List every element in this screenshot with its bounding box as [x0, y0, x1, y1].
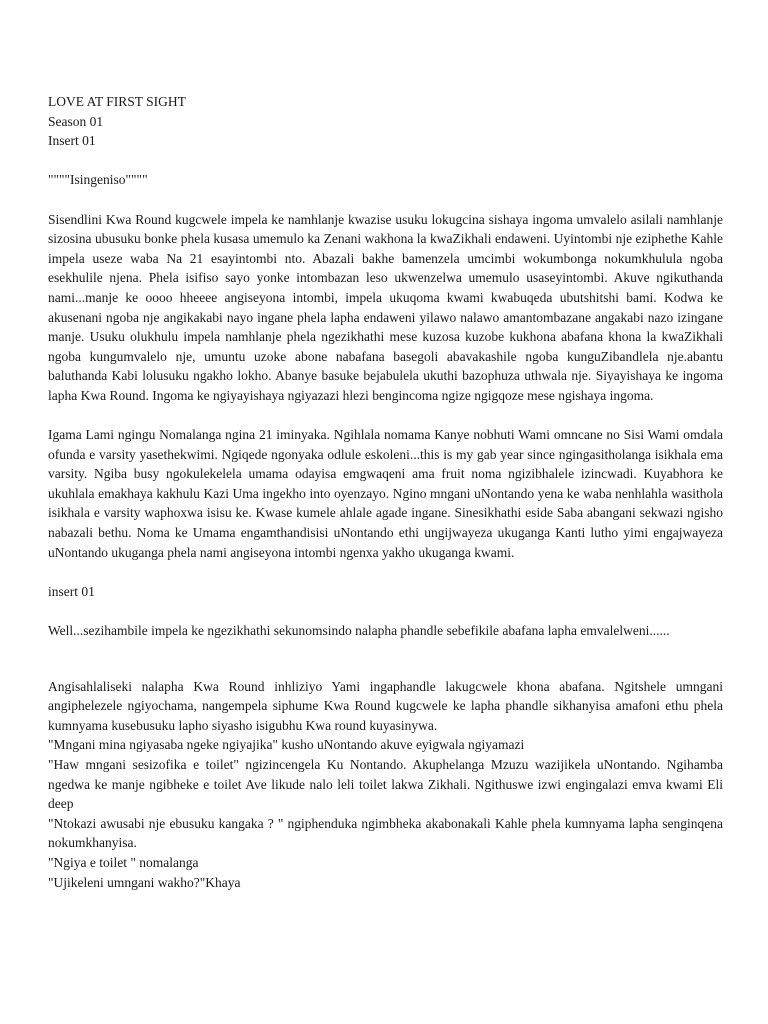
spacer — [48, 641, 723, 677]
insert-label: Insert 01 — [48, 133, 96, 149]
spacer — [48, 406, 723, 426]
document-page — [48, 92, 723, 892]
story-paragraph: Igama Lami ngingu Nomalanga ngina 21 iminyaka. Ngihlala nomama Kanye nobhuti Wami omncane no Sisi Wami omdala ofunda e varsity yasethekwimi. Ngiqede ngonyaka odlule eskoleni...this is my gab year since ngingasitholanga isikhala ema varsity. Ngiba busy ngokulekelela umama odayisa emgwaqeni ama fruit noma ngizibhalele izincwadi. Kuyabhora ke ukuhlala emakhaya kakhulu Kazi Uma ingekho into oyenzayo. Ngino mngani uNontando yena ke waba nenhlahla wasithola isikhala e varsity waphoxwa isisu ke. Kwase kumele ahlale agade ingane. Sinesikhathi eside Saba abangani sekwazi ngisho nabazali bethu. Noma ke Umama engamthandisisi uNontando ethi ungijwayeza ukuganga Kanti lutho yimi engajwayeza uNontando ukuganga phela nami angiseyona intombi ngenxa yakho ukuganga kwami. — [48, 427, 723, 560]
intro-heading: """"Isingeniso"""" — [48, 172, 148, 188]
spacer — [48, 151, 723, 171]
insert-opening-line: Well...sezihambile impela ke ngezikhathi sekunomsindo nalapha phandle sebefikile abafana lapha emvalelweni...... — [48, 623, 670, 639]
dialogue-line: "Mngani mina ngiyasaba ngeke ngiyajika" kusho uNontando akuve eyigwala ngiyamazi — [48, 737, 525, 753]
insert-heading: insert 01 — [48, 583, 95, 599]
spacer — [48, 562, 723, 582]
story-paragraph: Sisendlini Kwa Round kugcwele impela ke namhlanje kwazise usuku lokugcina sishaya ingoma umvalelo asilali namhlanje sizosina ubusuku bonke phela kusasa umemulo ka Zenani wakhona la kwaZikhali endaweni. Uyintombi nje eziphethe Kahle impela useze waba Na 21 esayintombi nto. Abazali bakhe bamenzela umcimbi wokumbonga nokumkhulula ngoba esekhulile njena. Phela isifiso sayo yonke intombazan leso ukwenzelwa umemulo usaseyintombi. Akuve ngikuthanda nami...manje ke oooo hheeee angiseyona intombi, impela ukuqoma kwami kwabuqeda ubutshitshi bami. Kodwa ke akusenani ngoba nje angikakabi nayo ingane phela lapha endaweni yilawo nalawo amantombazane angakabi nazo izingane manje. Usuku olukhulu impela namhlanje phela ngezikhathi mese kuzosa kuzobe kukhona abafana khona la kwaZikhali ngoba kungumvalelo nje, umuntu uzoke abone nabafana basegoli abavakashile ngoba kunguZibandlela nje.abantu baluthanda Kabi lolusuku ngakho lokho. Abanye basuke bejabulela ukuthi bazophuza uthwala nje. Siyayishaya ke ingoma lapha Kwa Round. Ingoma ke ngiyayishaya ngiyazazi hlezi bengincoma ngize ngigqoze mese ngishaya ingoma. — [48, 211, 723, 403]
dialogue-line: "Ntokazi awusabi nje ebusuku kangaka ? " ngiphenduka ngimbheka akabonakali Kahle phela kumnyama lapha senginqena nokumkhanyisa. — [48, 815, 723, 851]
story-paragraph: Angisahlaliseki nalapha Kwa Round inhliziyo Yami ingaphandle lakugcwele khona abafana. Ngitshele umngani angiphelezele ngiyochama, nangempela siphume Kwa Round kugcwele ke lapha phandle sikhanyisa amafoni ethu phela kumnyama kusebusuku lapho siyasho isigubhu Kwa round kuyasinywa. — [48, 678, 723, 733]
spacer — [48, 601, 723, 621]
spacer — [48, 190, 723, 210]
story-title: LOVE AT FIRST SIGHT — [48, 94, 186, 109]
dialogue-line: "Ngiya e toilet " nomalanga — [48, 854, 199, 870]
dialogue-line: "Haw mngani sesizofika e toilet" ngizincengela Ku Nontando. Akuphelanga Mzuzu wazijikela uNontando. Ngihamba ngedwa ke manje ngibheke e toilet Ave likude nalo leli toilet lakwa Zikhali. Ngithuswe izwi engingalazi emva kwami Eli deep — [48, 757, 723, 812]
season-label: Season 01 — [48, 113, 104, 129]
dialogue-line: "Ujikeleni umngani wakho?"Khaya — [48, 874, 241, 890]
